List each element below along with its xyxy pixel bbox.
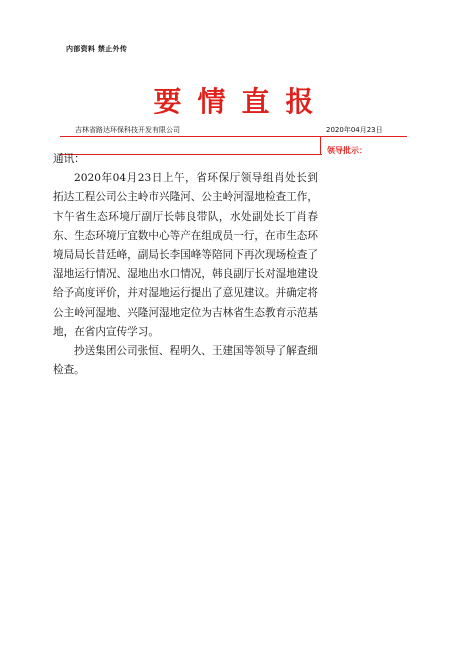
internal-notice: 内部资料 禁止外传 bbox=[66, 45, 128, 53]
leader-instruction-label: 领导批示： bbox=[327, 146, 367, 155]
report-paragraph: 抄送集团公司张恒、程明久、王建国等领导了解查细检查。 bbox=[53, 345, 318, 377]
issue-date: 2020年04月23日 bbox=[326, 126, 383, 134]
header-divider bbox=[60, 136, 407, 137]
report-body bbox=[53, 150, 318, 380]
report-paragraph: 2020年04月23日上午，省环保厅领导组肖处长到拓达工程公司公主岭市兴隆河、公主岭河湿地检查工作，卞午省生态环境厅副厅长韩良带队，水处副处长丁肖春东、生态环境厅宜数中心等产在组成员一行，在市生态环境局局长昔廷峰，副局长李国峰等陪同下再次现场检查了湿地运行情况、湿地出水口情况，韩良副厅长对湿地建设给予高度评价，并对湿地运行提出了意见建议。并确定将公主岭河湿地、兴隆河湿地定位为吉林省生态教育示范基地，在省内宣传学习。 bbox=[53, 172, 318, 338]
leader-column-divider bbox=[320, 136, 321, 154]
salutation: 通讯： bbox=[53, 153, 85, 165]
page-title: 要情直报 bbox=[153, 85, 330, 118]
company-name: 吉林省路达环保科技开发有限公司 bbox=[75, 126, 180, 134]
